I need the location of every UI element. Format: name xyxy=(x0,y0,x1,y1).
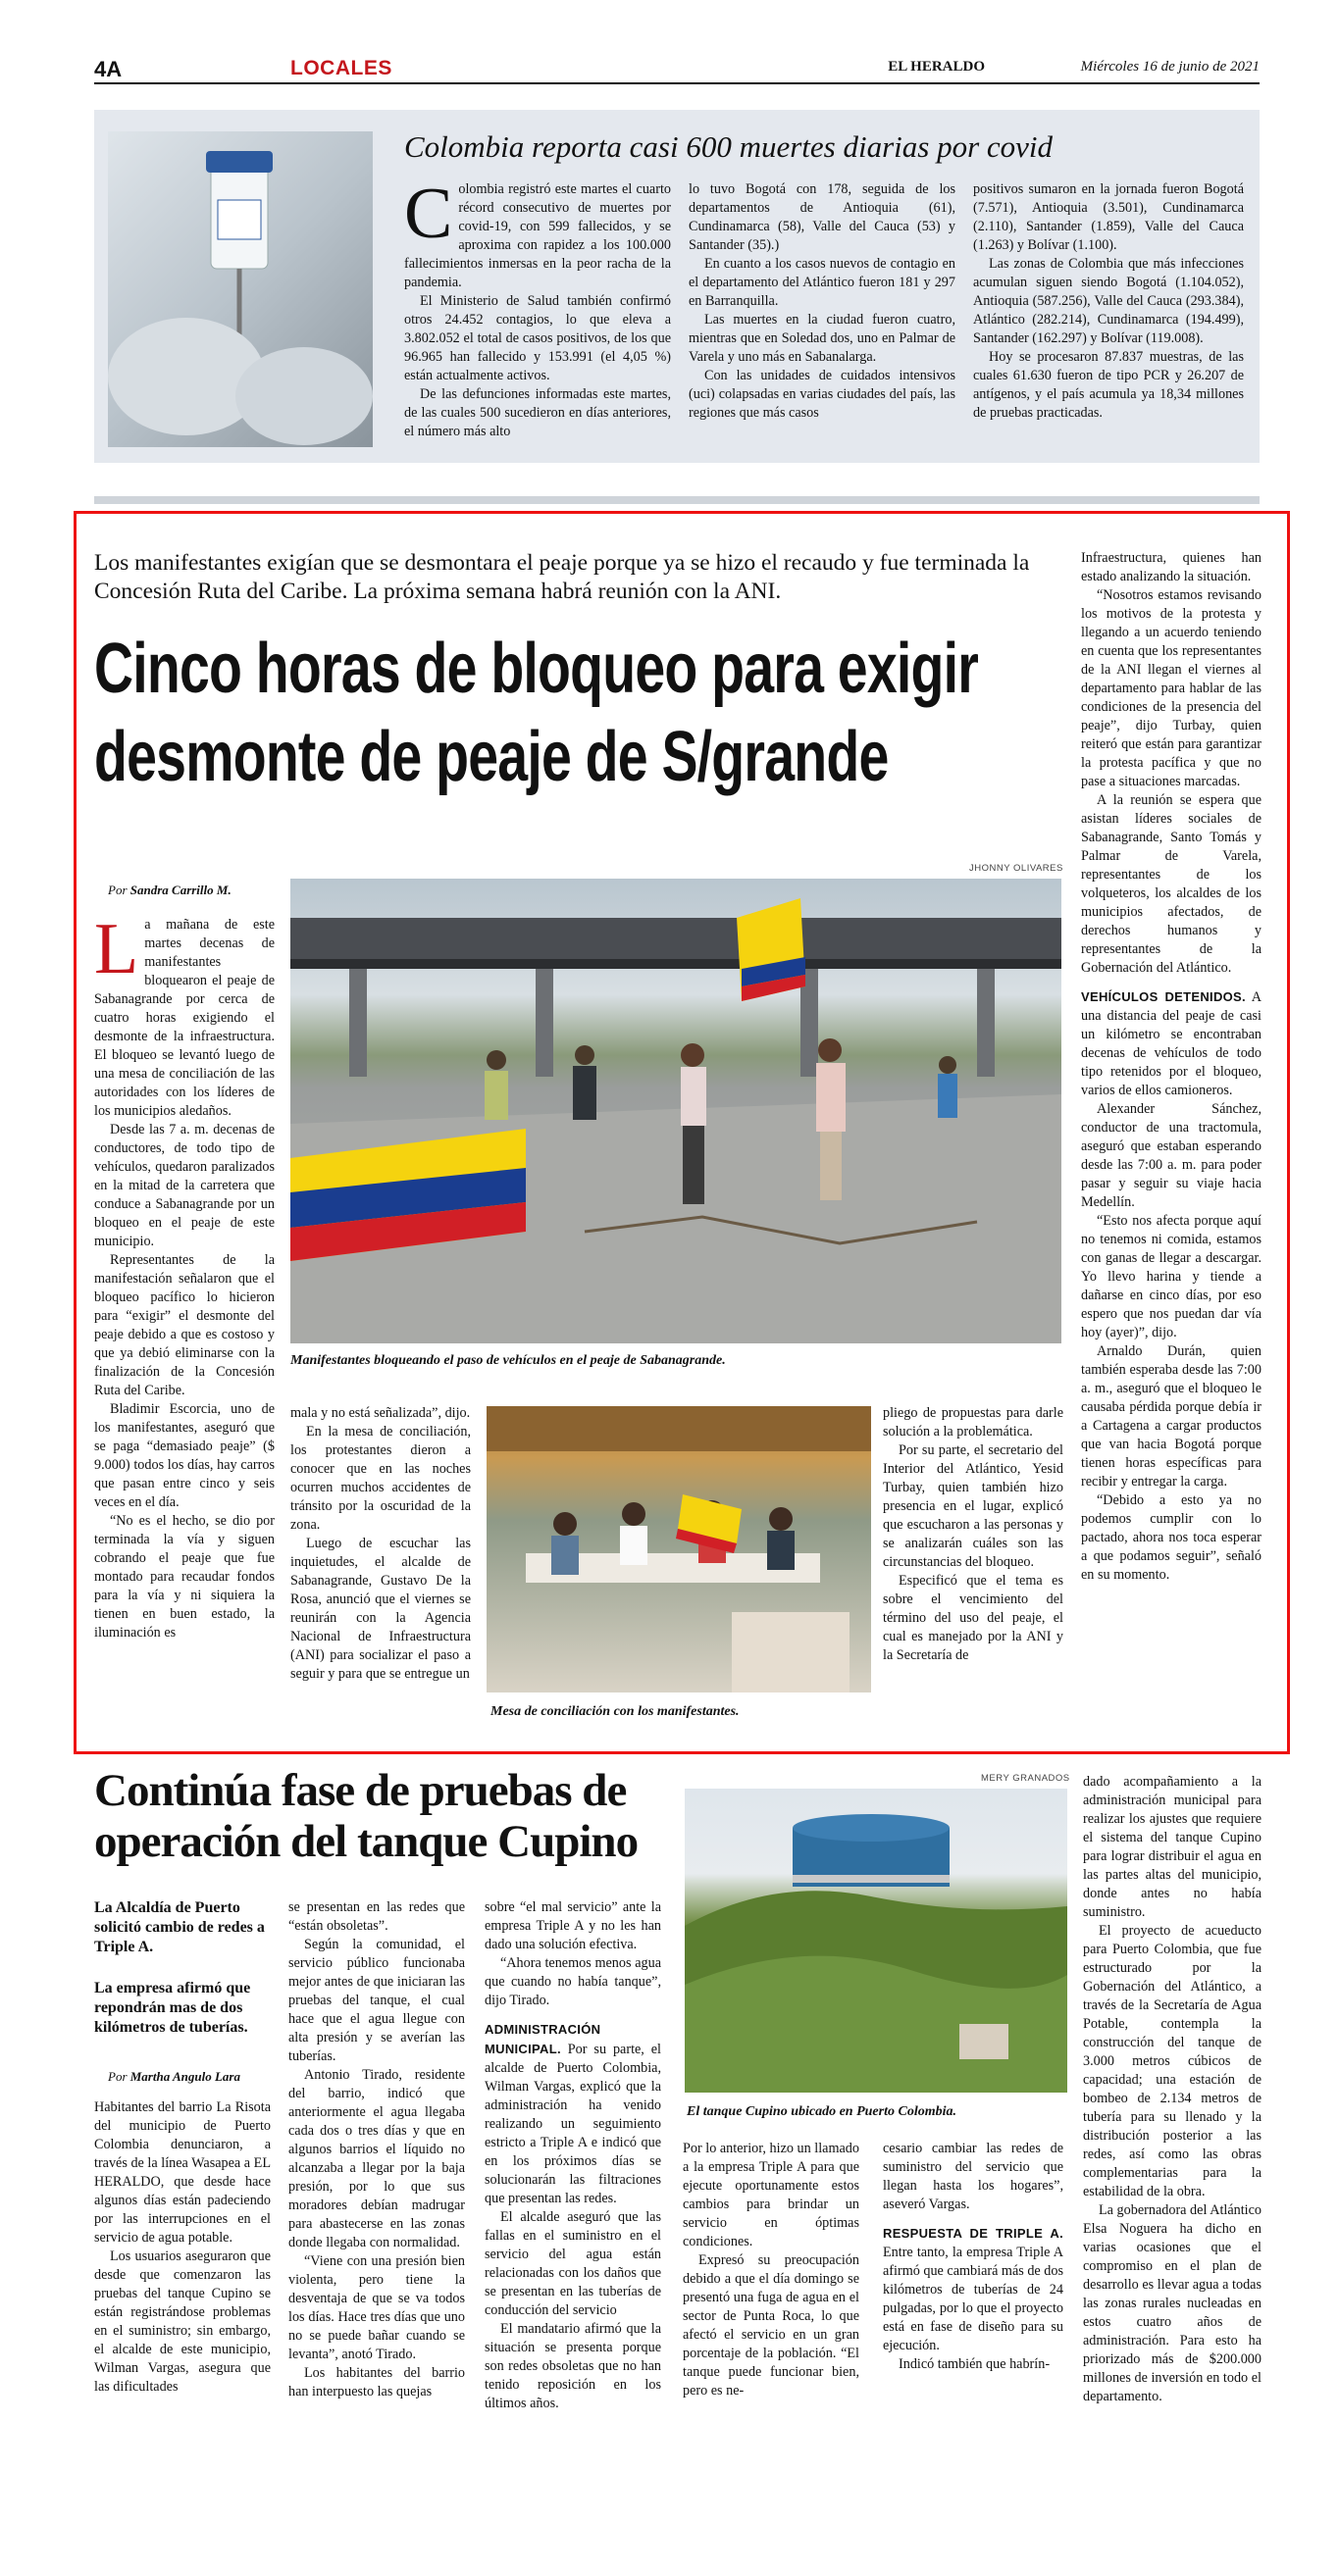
cupino-headline: Continúa fase de pruebas de operación del tanque Cupino xyxy=(94,1765,639,1867)
peaje-photo-credit: JHONNY OLIVARES xyxy=(969,863,1063,874)
cupino-tank-photo xyxy=(685,1789,1067,2093)
peaje-photo-caption: Manifestantes bloqueando el paso de vehículos en el peaje de Sabanagrande. xyxy=(290,1353,726,1368)
cupino-col-2: se presentan en las redes que “están obsoletas”. Según la comunidad, el servicio público funcionaba mejor antes de que iniciaran las pruebas del tanque, el cual hace que el agua llegue con alta presión y se averían las tuberías. Antonio Tirado, residente del barrio, indicó que anteriormente el agua llegaba cada dos o tres días y que en algunos barrios el líquido no alcanzaba a llegar por la baja presión, por lo que sus moradores debían madrugar para abastecerse en las zonas donde llegaba con normalidad. “Viene con una presión bien violenta, pero tiene la desventaja de que se va todos los días. Hace tres días que uno no se puede bañar cuando se levanta”, anotó Tirado. Los habitantes del barrio han interpuesto las quejas xyxy=(288,1899,465,2399)
cupino-deck-2: La empresa afirmó que repondrán mas de dos kilómetros de tuberías. xyxy=(94,1980,251,2036)
issue-date: Miércoles 16 de junio de 2021 xyxy=(1080,59,1260,75)
meeting-illustration xyxy=(487,1406,871,1692)
cupino-col-1: Habitantes del barrio La Risota del municipio de Puerto Colombia denunciaron, a través de la línea Wasapea a EL HERALDO, que desde hace algunos días están padeciendo por las interrupciones en el servicio de agua potable. Los usuarios aseguraron que desde que comenzaron las pruebas del tanque Cupino se están registrándose problemas en el suministro; sin embargo, el alcalde de este municipio, Wilman Vargas, asegura que las dificultades xyxy=(94,2099,271,2395)
peaje-headline: Cinco horas de bloqueo para exigir desmonte de peaje de S/grande xyxy=(94,630,979,796)
section-divider xyxy=(94,496,1260,504)
covid-col-1: Colombia registró este martes el cuarto récord consecutivo de muertes por covid-19, con 599 fallecidos, y se aproxima con rapidez a los 100.000 fallecimientos inmersas en la peor racha de la pandemia. El Ministerio de Salud también confirmó otros 24.452 contagios, lo que eleva a 3.802.052 el total de casos positivos, de los que 96.965 han fallecido y 153.991 (el 4,05 %) están actualmente activos. De las defunciones informadas este martes, de las cuales 500 sucedieron en días anteriores, el número más alto xyxy=(404,180,671,439)
peaje-meeting-caption: Mesa de conciliación con los manifestantes. xyxy=(490,1704,740,1719)
peaje-dropcap: L xyxy=(94,916,139,989)
peaje-protest-photo xyxy=(290,879,1061,1343)
cupino-col-6: dado acompañamiento a la administración municipal para realizar los ajustes que requiere el sistema del tanque Cupino para lograr distribuir el agua en las partes altas del municipio, donde antes no había suministro. El proyecto de acueducto para Puerto Colombia, que fue estructurado por la Gobernación del Atlántico, a través de la Secretaría de Agua Potable, contempla la construcción del tanque de 3.000 metros cúbicos de capacidad; una estación de bombeo de 2.134 metros de tubería para su llenado y la distribución posterior a las redes, así como las obras complementarias para la estabilidad de la obra. La gobernadora del Atlántico Elsa Noguera ha dicho en varias ocasiones que el compromiso en el plan de desarrollo es llevar agua a todas las zonas rurales nucleadas en estos cuatro años de administración. Para esto ha priorizado más de $200.000 millones de inversión en todo el departamento. xyxy=(1083,1774,1262,2404)
cupino-deck-1: La Alcaldía de Puerto solicitó cambio de redes a Triple A. xyxy=(94,1899,265,1955)
covid-headline: Colombia reporta casi 600 muertes diarias por covid xyxy=(404,129,1054,164)
cupino-col-3: sobre “el mal servicio” ante la empresa Triple A y no les han dado una solución efectiva. “Ahora tenemos menos agua que cuando no había tanque”, dijo Tirado. ADMINISTRACIÓN MUNICIPAL. Por su parte, el alcalde de Puerto Colombia, Wilman Vargas, explicó que la administración ha venido realizando un seguimiento estricto a Triple A e indicó que en los próximos días se solucionarán las filtraciones que presentan las redes. El alcalde aseguró que las fallas en el suministro en el servicio del agua están relacionadas con los daños que se presentan en las tuberías de conducción del servicio El mandatario afirmó que la situación se presenta porque son redes obsoletas que no han tenido reposición en los últimos años. xyxy=(485,1899,661,2411)
cupino-photo-credit: MERY GRANADOS xyxy=(981,1773,1070,1784)
cupino-col-5: cesario cambiar las redes de suministro del servicio que llegan hasta los hogares”, aseveró Vargas. RESPUESTA DE TRIPLE A. Entre tanto, la empresa Triple A afirmó que cambiará más de dos kilómetros de tuberías de 24 pulgadas, por lo que el proyecto está en fase de diseño para su ejecución. Indicó también que habrín- xyxy=(883,2141,1063,2372)
page-number: 4A xyxy=(94,57,123,81)
cupino-byline: Por Martha Angulo Lara xyxy=(108,2069,240,2084)
newspaper-name: EL HERALDO xyxy=(888,59,985,75)
peaje-byline: Por Sandra Carrillo M. xyxy=(108,883,232,897)
peaje-col-1: La mañana de este martes decenas de manifestantes bloquearon el peaje de Sabanagrande por cerca de cuatro horas exigiendo el desmonte de la infraestructura. El bloqueo se levantó luego de una mesa de conciliación de las autoridades con los líderes de los municipios aledaños. Desde las 7 a. m. decenas de conductores, de todo tipo de vehículos, quedaron paralizados en la mitad de la carretera que conduce a Sabanagrande por un bloqueo en el peaje de este municipio. Representantes de la manifestación señalaron que el bloqueo pacífico lo hicieron para “exigir” el desmonte del peaje debido a que es costoso y que ya debió eliminarse con la finalización de la Concesión Ruta del Caribe. Bladimir Escorcia, uno de los manifestantes, aseguró que se paga “demasiado peaje” ($ 9.000) todos los días, hay carros que pasan entre cinco y seis veces en el día. “No es el hecho, se dio por terminada la vía y siguen cobrando el peaje que fue montado para recaudar fondos para la vía y ni siquiera la tienen en buen estado, la iluminación es xyxy=(94,916,275,1641)
covid-box xyxy=(94,110,1260,463)
peaje-meeting-photo xyxy=(487,1406,871,1692)
peaje-col-4: Infraestructura, quienes han estado analizando la situación. “Nosotros estamos revisando los motivos de la protesta y llegando a un acuerdo teniendo en cuenta que los representantes de la ANI llegan el viernes al departamento para hablar de las condiciones de la presencia del peaje”, dijo Turbay, quien reiteró que están para garantizar la protesta pacífica y que no pase a situaciones marcadas. A la reunión se espera que asistan líderes sociales de Sabanagrande, Santo Tomás y Palmar de Varela, representantes de los volqueteros, los alcaldes de los municipios afectados, de derechos humanos y representantes de la Gobernación del Atlántico. VEHÍCULOS DETENIDOS. A una distancia del peaje de casi un kilómetro se encontraban decenas de vehículos de todo tipo retenidos por el bloqueo, varios de ellos camioneros. Alexander Sánchez, conductor de una tractomula, aseguró que estaban esperando desde las 7:00 a. m. para poder pasar y seguir su viaje hacia Medellín. “Esto nos afecta porque aquí no tenemos ni comida, estamos con ganas de llegar a descargar. Yo llevo harina y tiende a dañarse en cinco días, por eso espero que nos puedan dar vía hoy (ayer)”, dijo. Arnaldo Durán, quien también esperaba desde las 7:00 a. m., aseguró que el bloqueo le causaba pérdida porque debía ir a Cartagena a cargar productos que van hacia Bogotá porque tienen horas específicas para recibir y entregar la carga. “Debido a esto ya no podemos cumplir con lo pactado, ahora nos toca esperar a que podamos seguir”, señaló en su momento. xyxy=(1081,550,1262,1583)
peaje-summary: Los manifestantes exigían que se desmontara el peaje porque ya se hizo el recaudo y fue terminada la Concesión Ruta del Caribe. La próxima semana habrá reunión con la ANI. xyxy=(94,550,1030,604)
toll-booth-illustration xyxy=(290,879,1061,1343)
cupino-subhead-2: RESPUESTA DE TRIPLE A. xyxy=(883,2226,1063,2241)
section-label: LOCALES xyxy=(290,57,392,79)
peaje-subhead: VEHÍCULOS DETENIDOS. xyxy=(1081,989,1246,1004)
header-rule xyxy=(94,82,1260,84)
vaccine-vial-icon xyxy=(108,131,373,447)
cupino-photo-caption: El tanque Cupino ubicado en Puerto Colombia. xyxy=(687,2104,956,2119)
vaccine-photo xyxy=(108,131,373,447)
covid-dropcap: C xyxy=(404,180,453,254)
page-header xyxy=(94,51,1260,80)
cupino-subhead-1: ADMINISTRACIÓN MUNICIPAL. xyxy=(485,2022,601,2056)
covid-col-2: lo tuvo Bogotá con 178, seguida de los departamentos de Antioquia (61), Cundinamarca (58), Valle del Cauca (53) y Santander (35).) En cuanto a los casos nuevos de contagio en el departamento del Atlántico fueron 181 y 297 en Barranquilla. Las muertes en la ciudad fueron cuatro, mientras que en Soledad dos, uno en Palmar de Varela y uno más en Sabanalarga. Con las unidades de cuidados intensivos (uci) colapsadas en varias ciudades del país, las regiones que más casos xyxy=(689,181,955,421)
peaje-col-3: pliego de propuestas para darle solución a la problemática. Por su parte, el secretario del Interior del Atlántico, Yesid Turbay, quien también hizo presencia en el lugar, explicó que escucharon a las personas y se analizarán cuáles son las circunstancias del bloqueo. Especificó que el tema es sobre el vencimiento del término del uso del peaje, el cual es manejado por la ANI y la Secretaría de xyxy=(883,1405,1063,1663)
water-tank-illustration xyxy=(685,1789,1067,2093)
covid-col-3: positivos sumaron en la jornada fueron Bogotá (7.571), Antioquia (3.501), Cundinamarca (2.110), Santander (1.859), Valle del Cauca (1.263) y Bolívar (1.100). Las zonas de Colombia que más infecciones acumulan siguen siendo Bogotá (1.104.052), Antioquia (587.256), Valle del Cauca (293.384), Atlántico (282.214), Cundinamarca (194.499), Santander (162.297) y Bolívar (119.008). Hoy se procesaron 87.837 muestras, de las cuales 61.630 fueron de tipo PCR y 26.207 de antígenos, y el país acumula ya 18,34 millones de pruebas practicadas. xyxy=(973,181,1244,421)
cupino-col-4: Por lo anterior, hizo un llamado a la empresa Triple A para que ejecute oportunamente estos cambios para brindar un servicio en óptimas condiciones. Expresó su preocupación debido a que el día domingo se presentó una fuga de agua en el sector de Punta Roca, lo que afectó el servicio en un gran porcentaje de la población. “El tanque puede funcionar bien, pero es ne- xyxy=(683,2141,859,2399)
peaje-col-2: mala y no está señalizada”, dijo. En la mesa de conciliación, los protestantes dieron a conocer que en las noches ocurren muchos accidentes de tránsito por la oscuridad de la zona. Luego de escuchar las inquietudes, el alcalde de Sabanagrande, Gustavo De la Rosa, anunció que el viernes se reunirán con la Agencia Nacional de Infraestructura (ANI) para socializar el paso a seguir y para que se entregue un xyxy=(290,1405,471,1682)
